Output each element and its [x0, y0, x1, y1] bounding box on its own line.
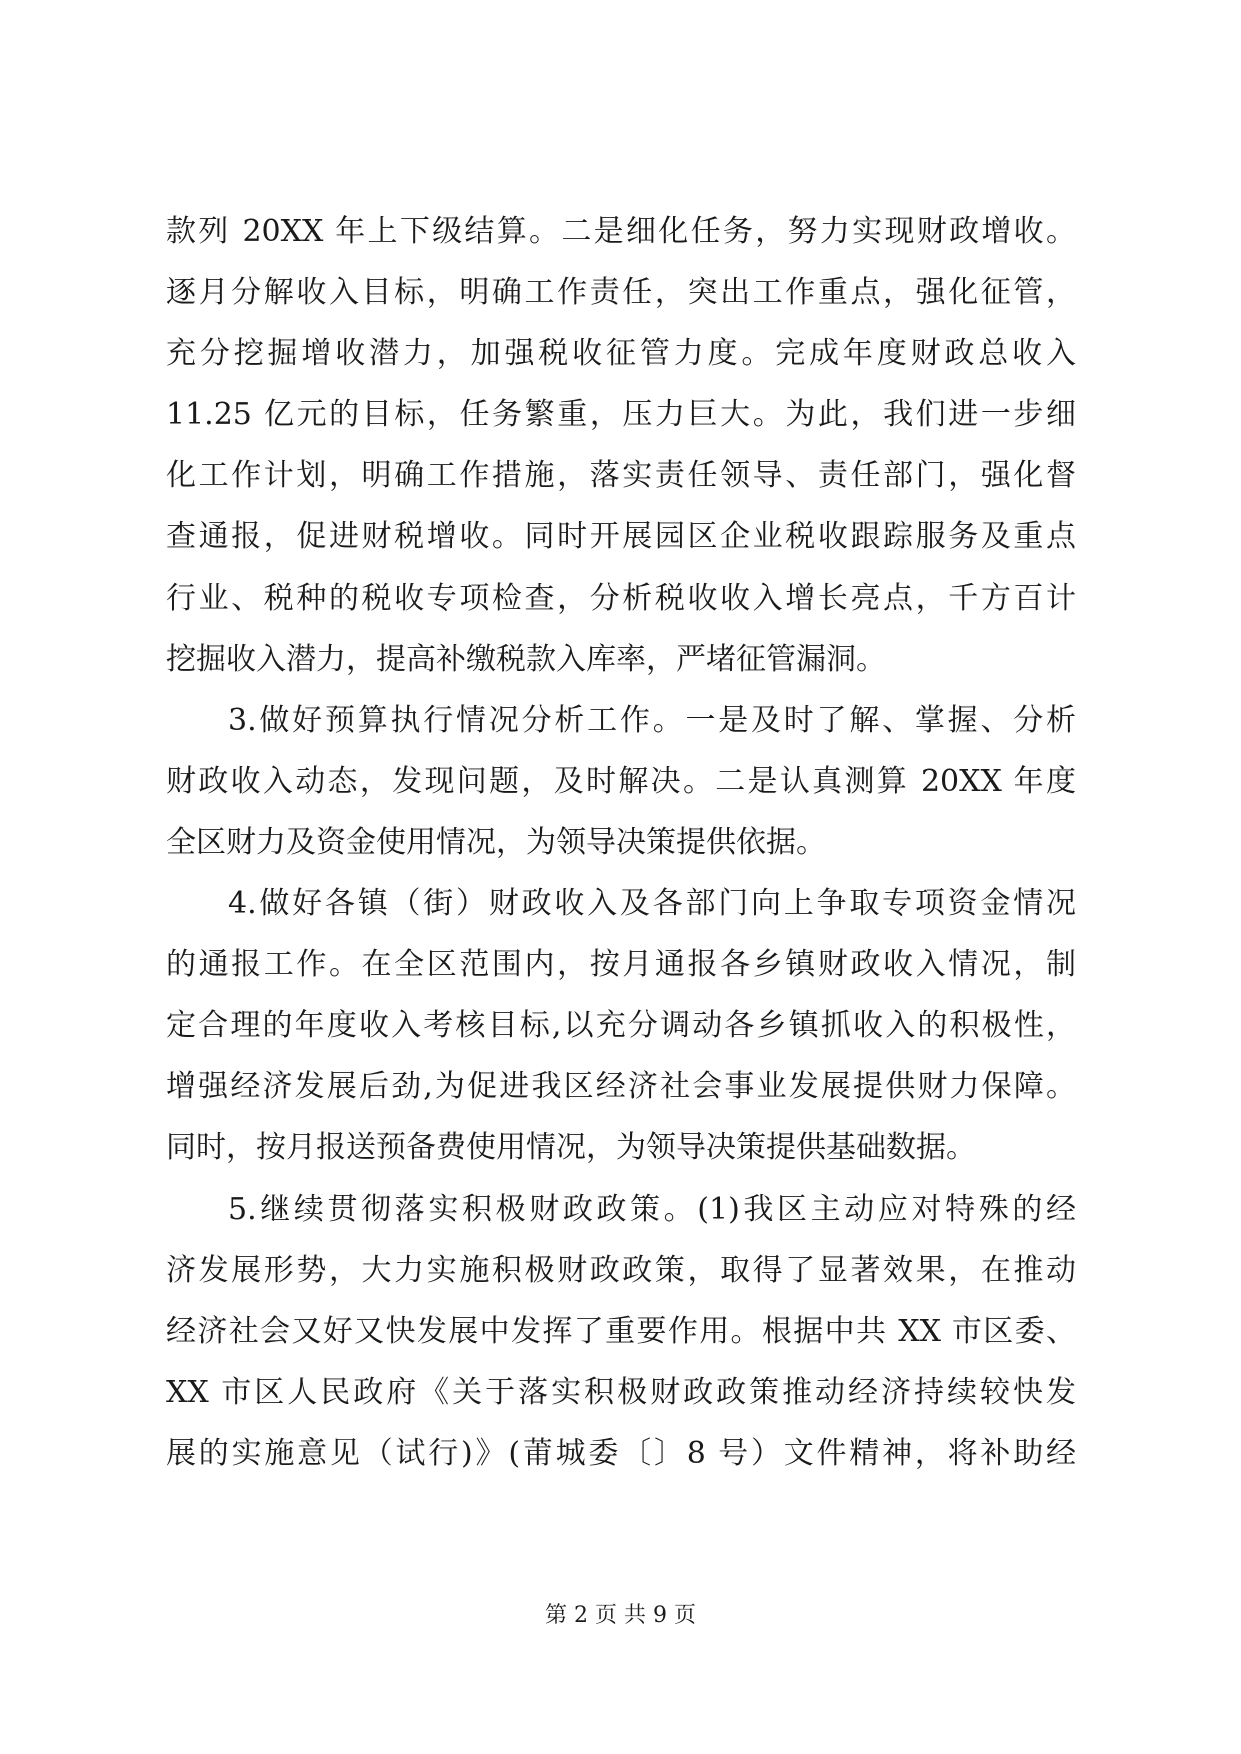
text-line: 逐月分解收入目标，明确工作责任，突出工作重点，强化征管， [166, 275, 1076, 311]
text-line: 充分挖掘增收潜力，加强税收征管力度。完成年度财政总收入 [166, 336, 1076, 372]
text-line: 款列 20XX 年上下级结算。二是细化任务，努力实现财政增收。 [166, 214, 1076, 249]
text-line: 全区财力及资金使用情况，为领导决策提供依据。 [166, 824, 826, 860]
text-line: 经济社会又好又快发展中发挥了重要作用。根据中共 XX 市区委、 [166, 1313, 1076, 1349]
text-line: XX 市区人民政府《关于落实积极财政政策推动经济持续较快发 [166, 1374, 1076, 1410]
text-line: 3.做好预算执行情况分析工作。一是及时了解、掌握、分析 [228, 702, 1076, 738]
text-line: 化工作计划，明确工作措施，落实责任领导、责任部门，强化督 [166, 458, 1076, 494]
text-line: 5.继续贯彻落实积极财政政策。(1)我区主动应对特殊的经 [228, 1191, 1076, 1227]
text-line: 定合理的年度收入考核目标,以充分调动各乡镇抓收入的积极性， [166, 1008, 1076, 1044]
text-line: 查通报，促进财税增收。同时开展园区企业税收跟踪服务及重点 [166, 519, 1076, 555]
text-line: 财政收入动态，发现问题，及时解决。二是认真测算 20XX 年度 [166, 763, 1076, 799]
text-line: 4.做好各镇（街）财政收入及各部门向上争取专项资金情况 [228, 886, 1076, 922]
text-line: 展的实施意见（试行)》(莆城委〔〕8 号）文件精神，将补助经 [166, 1435, 1076, 1471]
page-footer: 第 2 页 共 9 页 [545, 1603, 696, 1628]
text-line: 行业、税种的税收专项检查，分析税收收入增长亮点，千方百计 [166, 580, 1076, 616]
document-body [166, 208, 1076, 1491]
text-line: 济发展形势，大力实施积极财政政策，取得了显著效果，在推动 [166, 1252, 1076, 1288]
text-line: 11.25 亿元的目标，任务繁重，压力巨大。为此，我们进一步细 [166, 397, 1076, 433]
text-line: 挖掘收入潜力，提高补缴税款入库率，严堵征管漏洞。 [166, 641, 886, 677]
text-line: 增强经济发展后劲,为促进我区经济社会事业发展提供财力保障。 [166, 1069, 1076, 1105]
text-line: 的通报工作。在全区范围内，按月通报各乡镇财政收入情况，制 [166, 947, 1076, 983]
text-line: 同时，按月报送预备费使用情况，为领导决策提供基础数据。 [166, 1130, 976, 1166]
